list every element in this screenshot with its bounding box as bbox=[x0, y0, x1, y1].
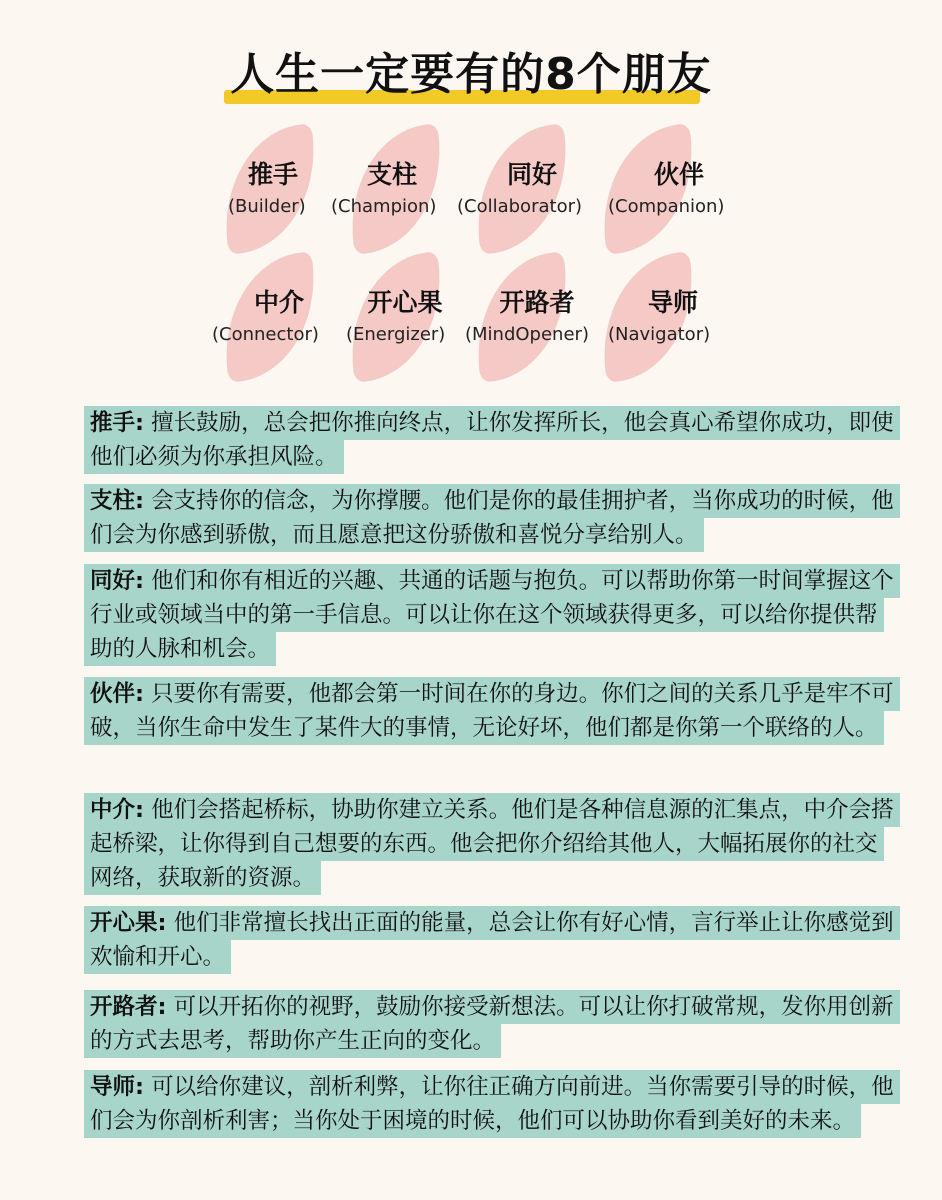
description-term: 支柱: bbox=[90, 488, 144, 514]
description-term: 导师: bbox=[90, 1074, 144, 1100]
friend-name-champion: 支柱 bbox=[366, 160, 417, 189]
title-area bbox=[0, 40, 942, 110]
friend-name-mindopener: 开路者 bbox=[499, 288, 575, 317]
friend-name-companion: 伙伴 bbox=[653, 160, 704, 189]
description-builder bbox=[84, 406, 894, 474]
friend-en-navigator: (Navigator) bbox=[608, 324, 711, 345]
description-collaborator bbox=[84, 564, 894, 666]
description-text: 只要你有需要，他都会第一时间在你的身边。你们之间的关系几乎是牢不可破，当你生命中发生了某件大的事情，无论好坏，他们都是你第一个联络的人。 bbox=[90, 681, 894, 741]
friend-name-connector: 中介 bbox=[253, 288, 304, 317]
description-text: 擅长鼓励，总会把你推向终点，让你发挥所长，他会真心希望你成功，即使他们必须为你承担风险。 bbox=[90, 410, 894, 470]
friend-name-collaborator: 同好 bbox=[506, 160, 557, 189]
description-term: 推手: bbox=[90, 410, 144, 436]
page-title: 人生一定要有的8个朋友 bbox=[220, 40, 722, 110]
friend-en-builder: (Builder) bbox=[228, 196, 306, 217]
description-energizer bbox=[84, 906, 894, 974]
friend-name-builder: 推手 bbox=[247, 160, 298, 189]
friend-en-companion: (Companion) bbox=[608, 196, 725, 217]
description-navigator bbox=[84, 1070, 894, 1138]
friend-name-energizer: 开心果 bbox=[367, 288, 443, 317]
friend-en-energizer: (Energizer) bbox=[346, 324, 446, 345]
description-term: 开心果: bbox=[90, 910, 167, 936]
friend-en-champion: (Champion) bbox=[331, 196, 437, 217]
description-connector bbox=[84, 793, 894, 895]
description-companion bbox=[84, 677, 894, 745]
friend-name-navigator: 导师 bbox=[647, 288, 698, 317]
friend-en-mindopener: (MindOpener) bbox=[465, 324, 589, 345]
description-mindopener bbox=[84, 990, 894, 1058]
description-term: 中介: bbox=[90, 797, 144, 823]
description-text: 可以开拓你的视野，鼓励你接受新想法。可以让你打破常规，发你用创新的方式去思考，帮助你产生正向的变化。 bbox=[90, 994, 894, 1054]
description-text: 他们非常擅长找出正面的能量，总会让你有好心情，言行举止让你感觉到欢愉和开心。 bbox=[90, 910, 894, 970]
friend-en-connector: (Connector) bbox=[212, 324, 319, 345]
description-text: 可以给你建议，剖析利弊，让你往正确方向前进。当你需要引导的时候，他们会为你剖析利害；当你处于困境的时候，他们可以协助你看到美好的未来。 bbox=[90, 1074, 894, 1134]
description-champion bbox=[84, 484, 894, 552]
description-text: 会支持你的信念，为你撑腰。他们是你的最佳拥护者，当你成功的时候，他们会为你感到骄傲，而且愿意把这份骄傲和喜悦分享给别人。 bbox=[90, 488, 894, 548]
description-text: 他们和你有相近的兴趣、共通的话题与抱负。可以帮助你第一时间掌握这个行业或领域当中的第一手信息。可以让你在这个领域获得更多，可以给你提供帮助的人脉和机会。 bbox=[90, 568, 894, 662]
description-term: 开路者: bbox=[90, 994, 167, 1020]
friend-en-collaborator: (Collaborator) bbox=[457, 196, 582, 217]
description-text: 他们会搭起桥标，协助你建立关系。他们是各种信息源的汇集点，中介会搭起桥梁，让你得到自己想要的东西。他会把你介绍给其他人，大幅拓展你的社交网络，获取新的资源。 bbox=[90, 797, 894, 891]
description-term: 同好: bbox=[90, 568, 144, 594]
description-term: 伙伴: bbox=[90, 681, 144, 707]
